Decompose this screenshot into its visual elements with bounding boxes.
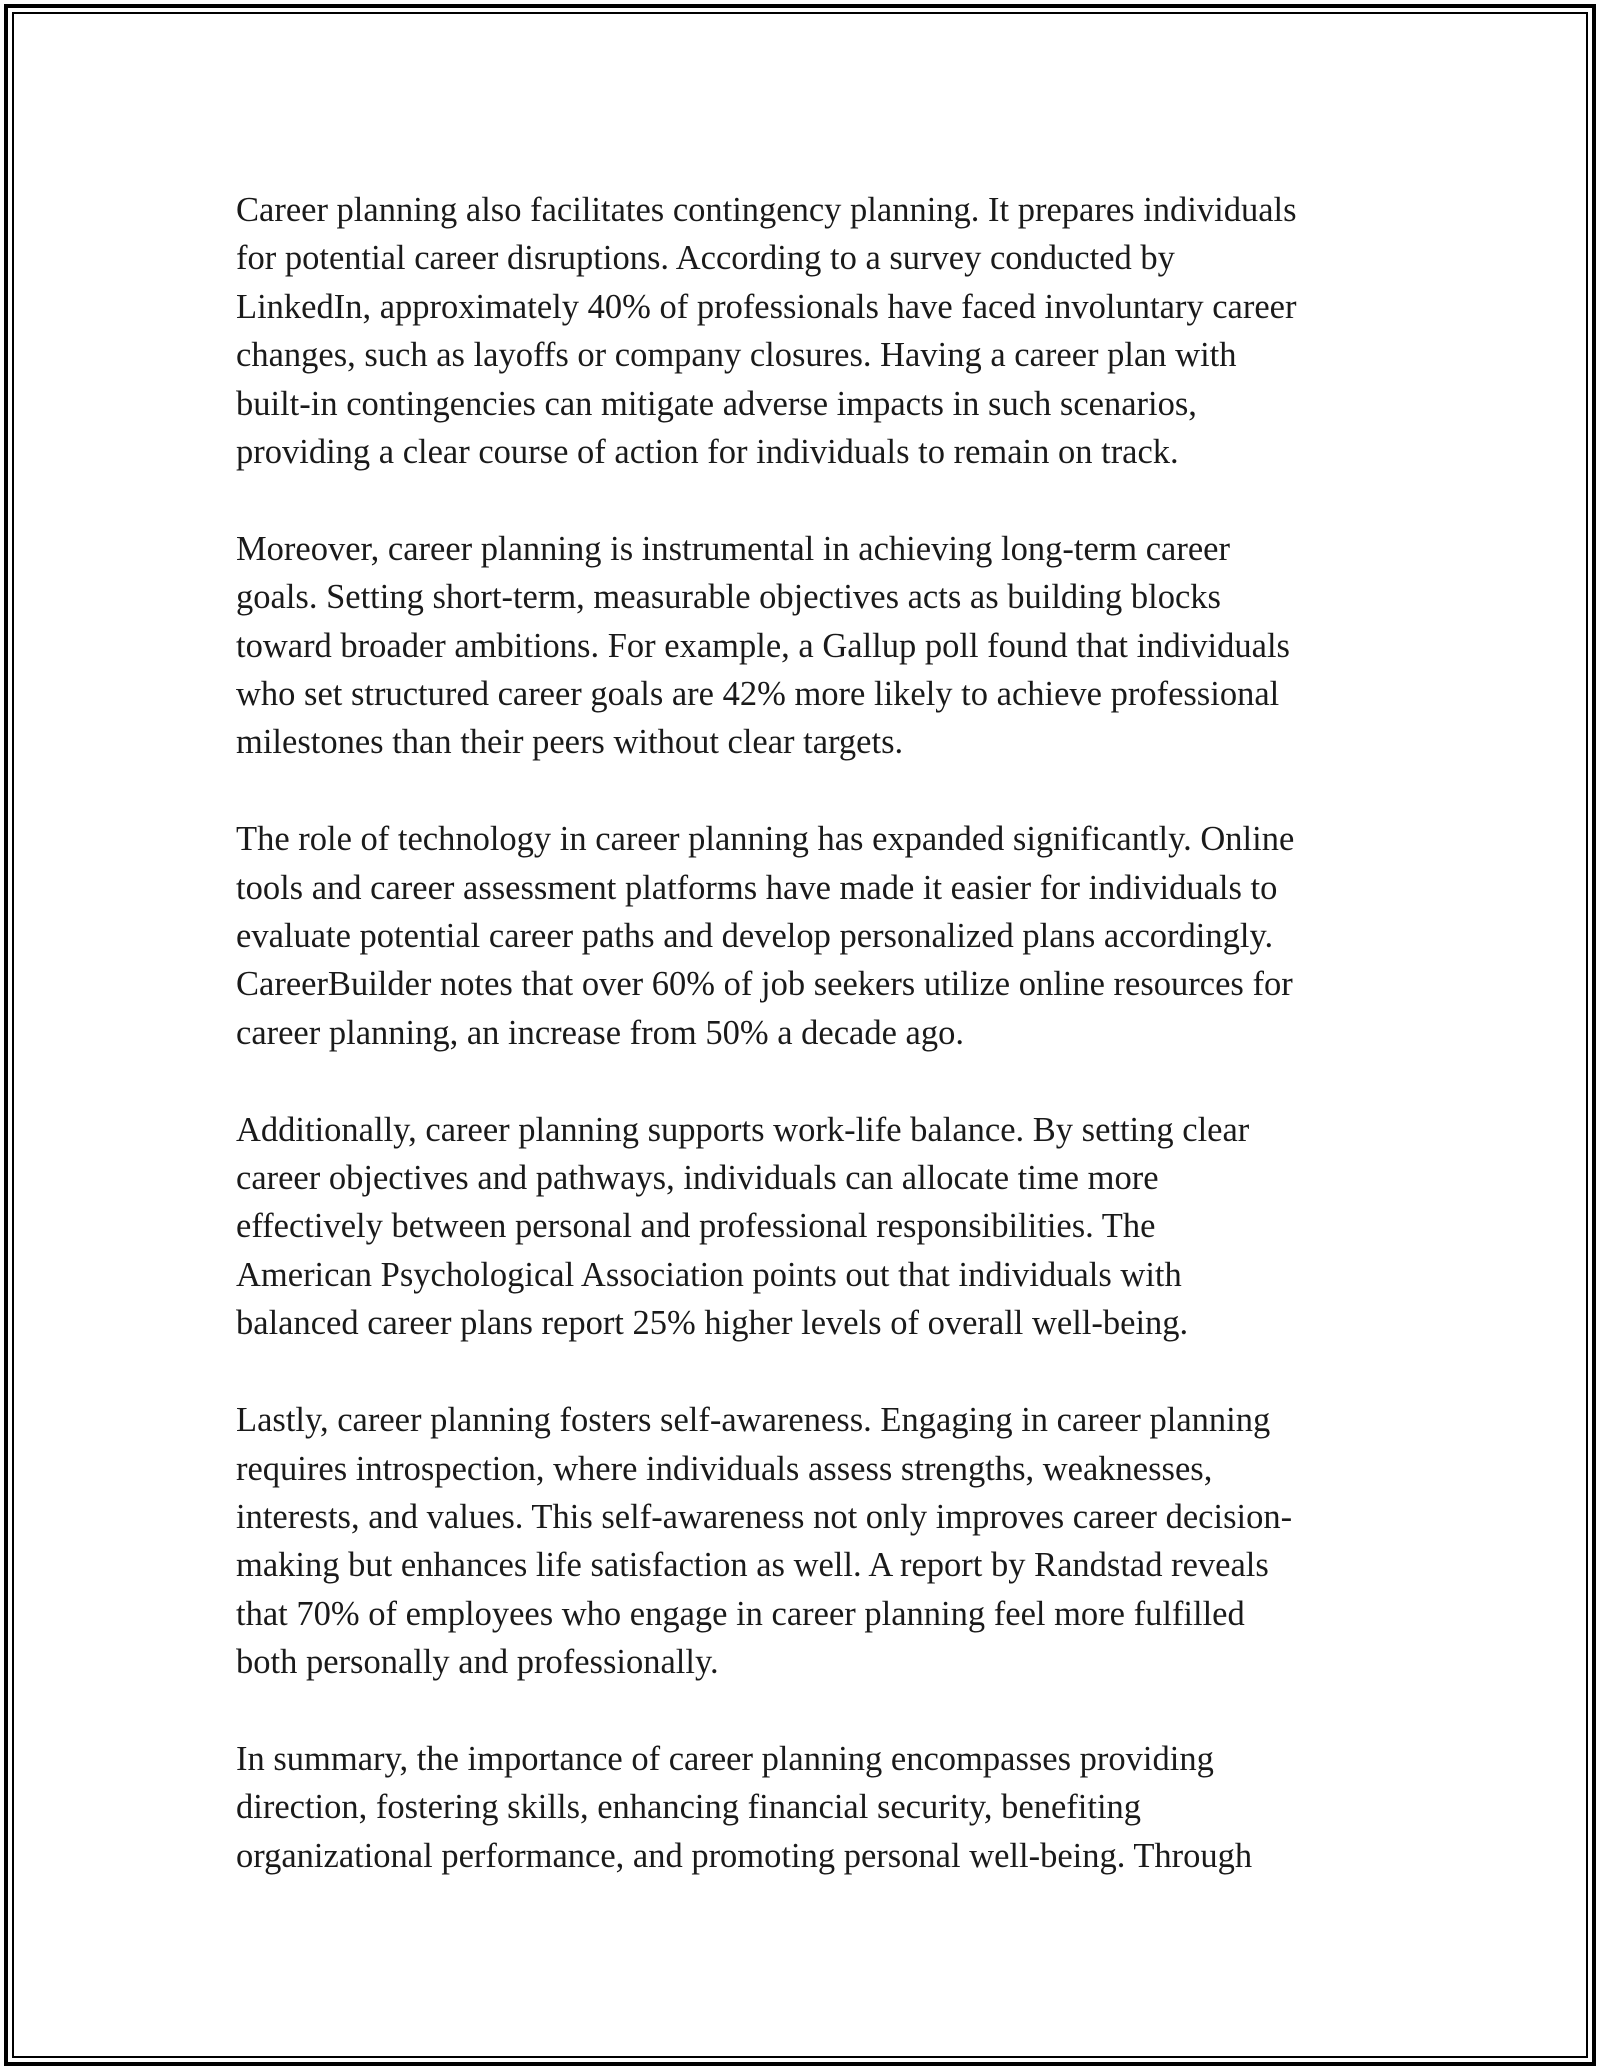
- text-line: organizational performance, and promoting personal well-being. Through: [236, 1836, 1253, 1875]
- text-line: evaluate potential career paths and develop personalized plans accordingly.: [236, 917, 1274, 956]
- text-line: direction, fostering skills, enhancing financial security, benefiting: [236, 1788, 1142, 1827]
- text-line: career objectives and pathways, individuals can allocate time more: [236, 1159, 1159, 1198]
- text-line: goals. Setting short-term, measurable objectives acts as building blocks: [236, 578, 1221, 617]
- text-line: LinkedIn, approximately 40% of professionals have faced involuntary career: [236, 287, 1297, 326]
- text-line: providing a clear course of action for individuals to remain on track.: [236, 433, 1179, 472]
- text-line: both personally and professionally.: [236, 1643, 719, 1682]
- paragraph-self-awareness: [236, 1396, 1386, 1686]
- text-line: who set structured career goals are 42% more likely to achieve professional: [236, 675, 1280, 714]
- text-line: milestones than their peers without clear targets.: [236, 723, 904, 762]
- paragraph-work-life-balance: [236, 1106, 1386, 1348]
- text-line: toward broader ambitions. For example, a Gallup poll found that individuals: [236, 626, 1290, 665]
- text-line: Lastly, career planning fosters self-awareness. Engaging in career planning: [236, 1401, 1271, 1440]
- text-line: effectively between personal and professional responsibilities. The: [236, 1207, 1156, 1246]
- text-line: built-in contingencies can mitigate adverse impacts in such scenarios,: [236, 384, 1197, 423]
- text-line: for potential career disruptions. According to a survey conducted by: [236, 239, 1175, 278]
- text-line: tools and career assessment platforms have made it easier for individuals to: [236, 868, 1278, 907]
- text-line: requires introspection, where individuals assess strengths, weaknesses,: [236, 1449, 1213, 1488]
- text-line: balanced career plans report 25% higher levels of overall well-being.: [236, 1304, 1189, 1343]
- text-line: Moreover, career planning is instrumental in achieving long-term career: [236, 529, 1230, 568]
- text-line: American Psychological Association points out that individuals with: [236, 1255, 1182, 1294]
- text-line: career planning, an increase from 50% a decade ago.: [236, 1013, 964, 1052]
- paragraph-technology: [236, 815, 1386, 1057]
- text-line: interests, and values. This self-awareness not only improves career decision-: [236, 1497, 1293, 1536]
- paragraph-contingency-planning: [236, 186, 1386, 476]
- text-line: changes, such as layoffs or company closures. Having a career plan with: [236, 336, 1237, 375]
- text-line: that 70% of employees who engage in career planning feel more fulfilled: [236, 1594, 1245, 1633]
- text-line: In summary, the importance of career planning encompasses providing: [236, 1739, 1214, 1778]
- text-line: Career planning also facilitates contingency planning. It prepares individuals: [236, 191, 1297, 229]
- paragraph-summary: [236, 1735, 1386, 1880]
- document-body: [236, 186, 1386, 1929]
- paragraph-long-term-goals: [236, 525, 1386, 767]
- text-line: Additionally, career planning supports work-life balance. By setting clear: [236, 1110, 1250, 1149]
- text-line: The role of technology in career planning has expanded significantly. Online: [236, 820, 1295, 859]
- text-line: making but enhances life satisfaction as well. A report by Randstad reveals: [236, 1546, 1269, 1585]
- text-line: CareerBuilder notes that over 60% of job seekers utilize online resources for: [236, 965, 1293, 1004]
